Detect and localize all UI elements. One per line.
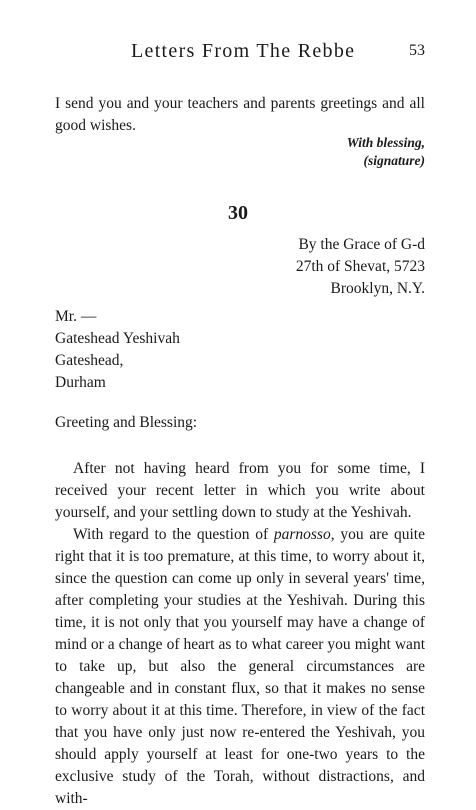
dateline-line: By the Grace of G-d — [298, 236, 425, 253]
dateline — [296, 234, 425, 300]
previous-letter-sign-off — [347, 134, 425, 170]
dateline-line: Brooklyn, N.Y. — [330, 280, 425, 297]
letter-number: 30 — [228, 202, 248, 224]
address-line: Gateshead Yeshivah — [55, 330, 180, 347]
previous-letter-closing-paragraph: I send you and your teachers and parents greetings and all good wishes. — [55, 95, 425, 134]
address-line: Durham — [55, 374, 106, 391]
page-number: 53 — [409, 42, 425, 59]
body-paragraph: After not having heard from you for some time, I received your recent letter in which you write about yourself, and your settling down to study at the Yeshivah. — [55, 460, 425, 521]
dateline-line: 27th of Shevat, 5723 — [295, 258, 425, 275]
signature-line: (signature) — [363, 153, 425, 168]
letter-body — [55, 458, 425, 810]
running-head — [0, 40, 476, 70]
letter-greeting: Greeting and Blessing: — [55, 414, 198, 431]
paragraph-text: , you are quite right that it is too premature, at this time, to worry about it, since the question can come up only in several years' time, after completing your studies at the Yeshivah. During this time, it is not only that you yourself may have a change of mind or a change of heart as to what career you might want to take up, but also the general circumstances are changeable and in constant flux, so that it makes no sense to worry about it at this time. Therefore, in view of the fact that you have only just now re-entered the Yeshivah, you should apply yourself at least for one-two years to the exclusive study of the Torah, without distractions, and with- — [55, 526, 425, 807]
recipient-address — [55, 306, 180, 394]
address-line: Mr. — — [55, 308, 97, 325]
running-title: Letters From The Rebbe — [131, 40, 356, 62]
body-paragraph — [55, 524, 425, 810]
address-line: Gateshead, — [55, 352, 124, 369]
paragraph-text: With regard to the question of — [73, 526, 274, 543]
italic-term: parnosso — [273, 526, 331, 543]
sign-off-line: With blessing, — [346, 135, 425, 150]
